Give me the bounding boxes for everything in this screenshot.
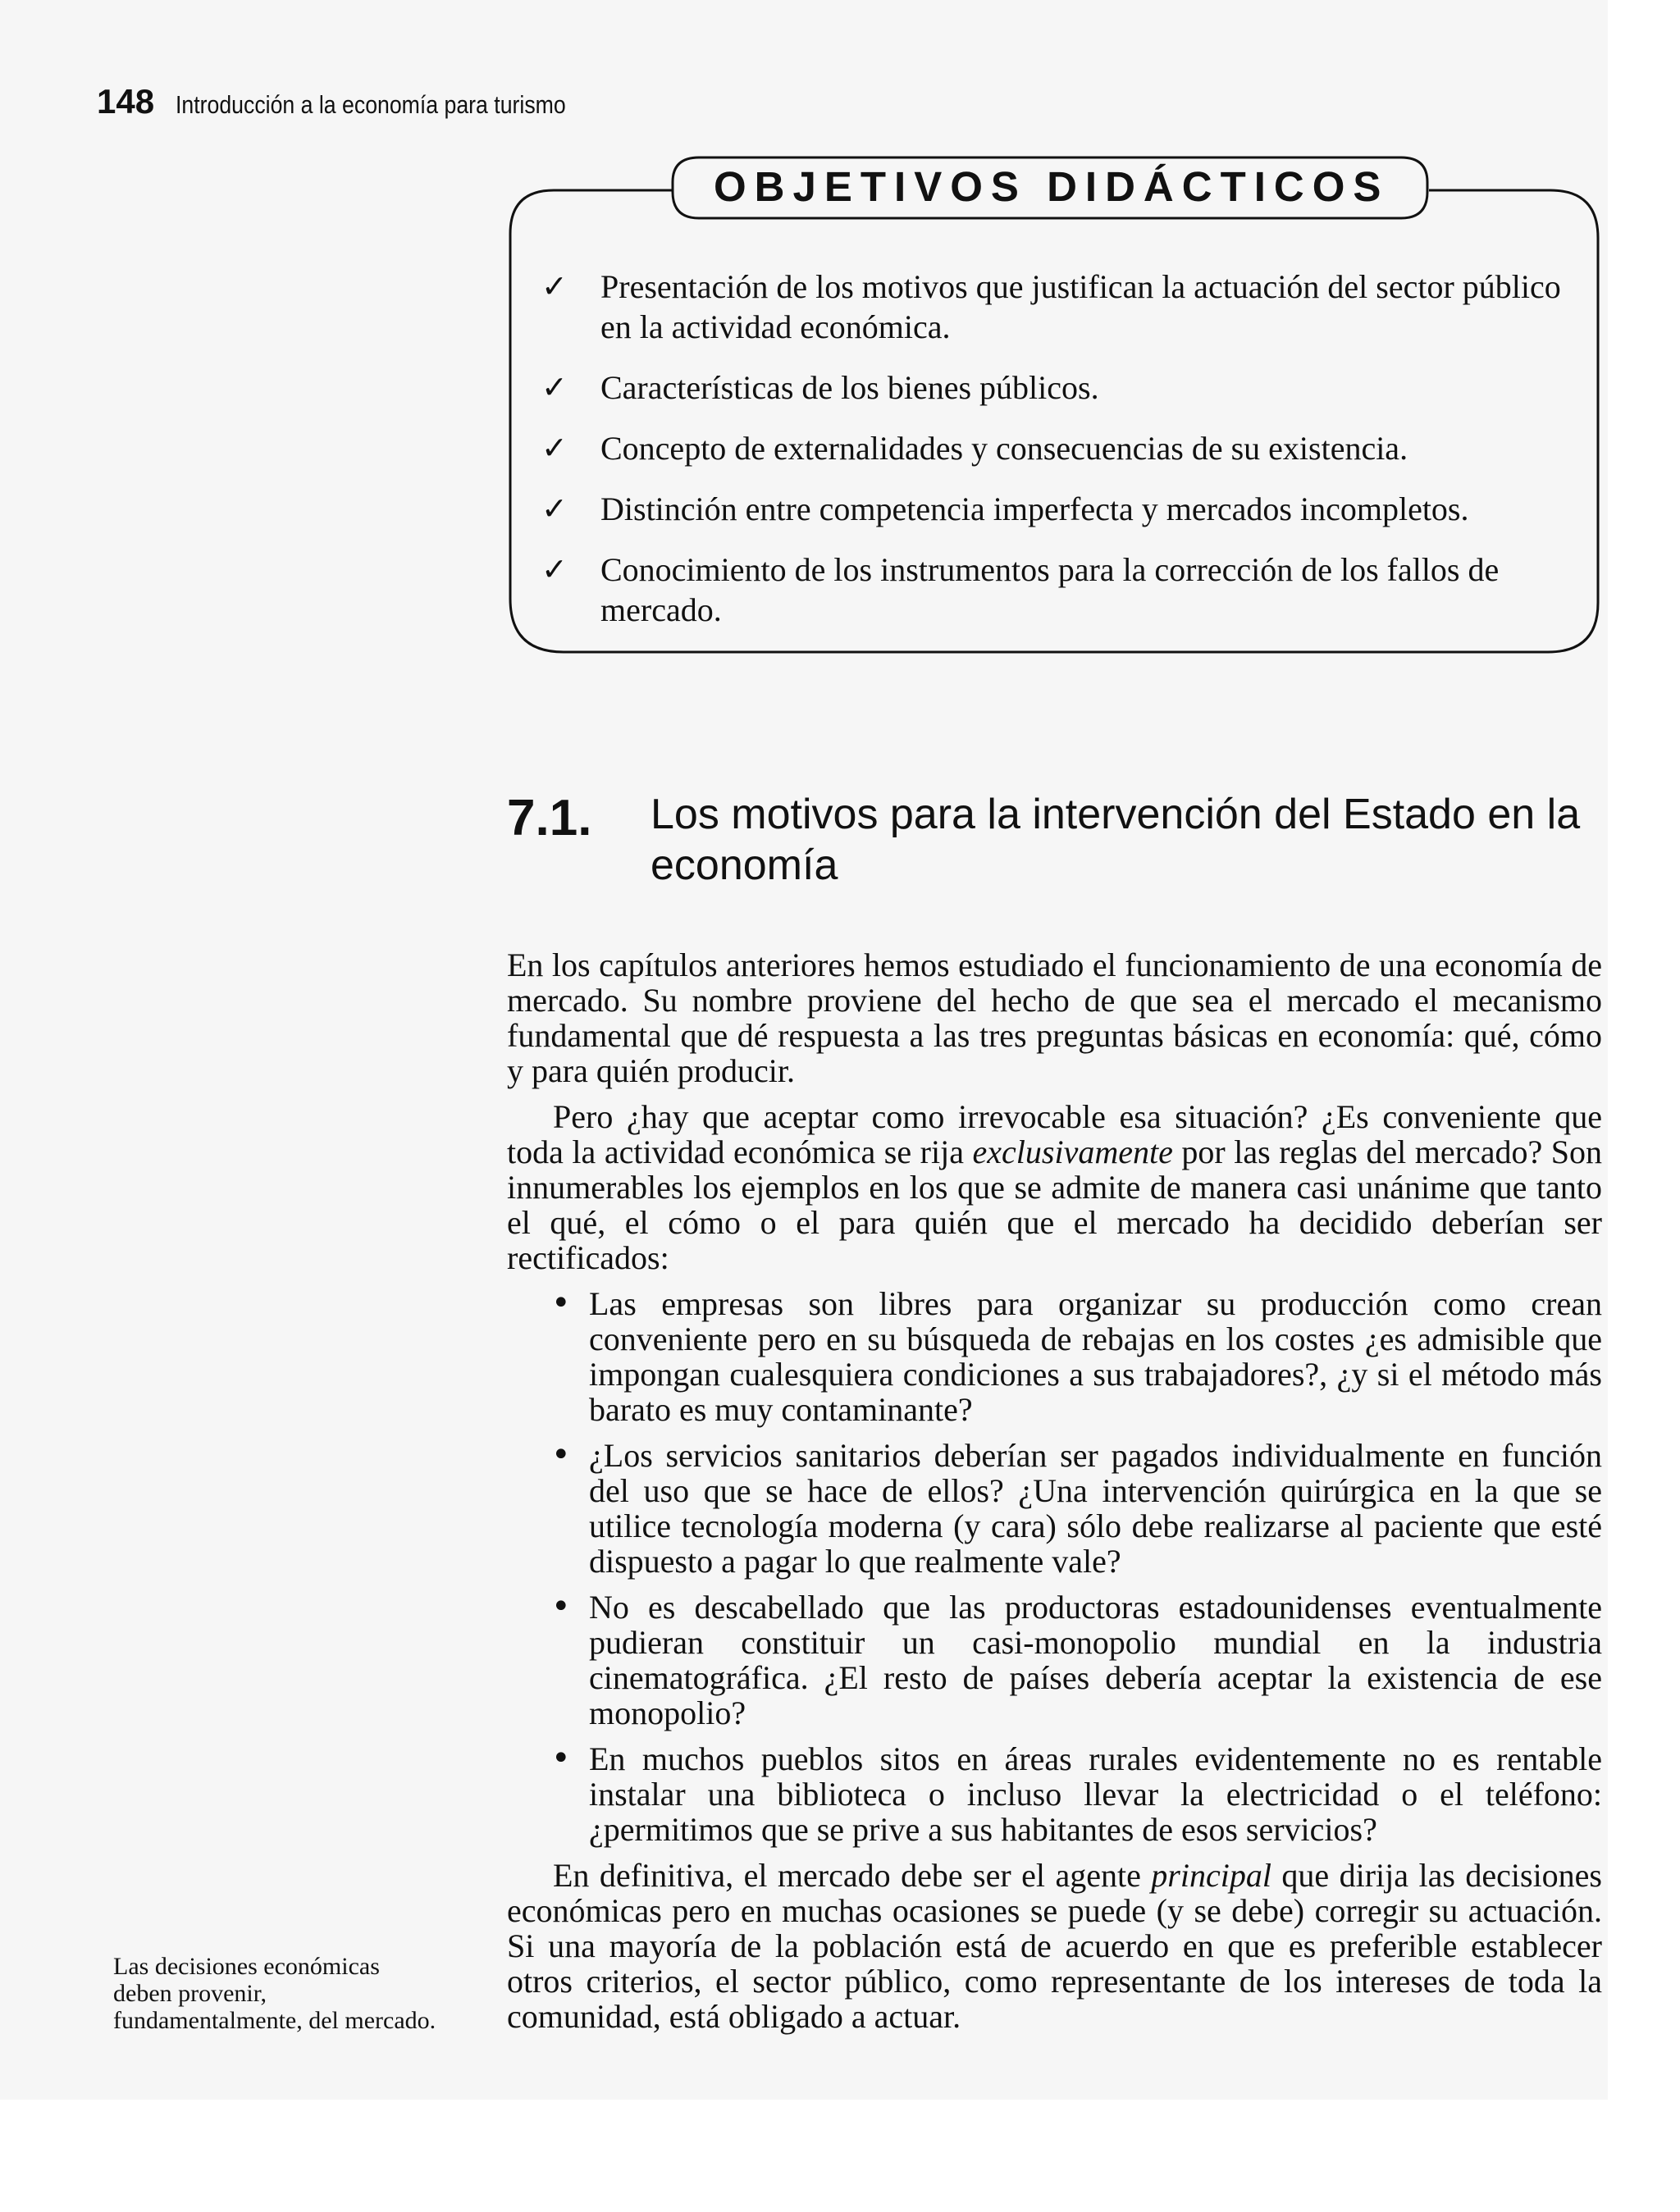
objective-text: Presentación de los motivos que justifican la actuación del sector público en la actividad económica. (600, 268, 1561, 345)
section-number: 7.1. (507, 790, 592, 846)
objective-text: Concepto de externalidades y consecuencias de su existencia. (600, 430, 1408, 467)
objective-text: Distinción entre competencia imperfecta y mercados incompletos. (600, 490, 1469, 527)
paragraph-3 (507, 1858, 1602, 2034)
paragraph-2-text-end: por las reglas del mercado? Son innumerables los ejemplos en los que se admite de manera casi unánime que tanto el qué, el cómo o el para quién que el mercado ha decidido deberían ser rectificados: (507, 1133, 1603, 1276)
objective-item (541, 550, 1575, 630)
objectives-list (541, 267, 1575, 650)
bullet-icon: • (551, 1436, 571, 1474)
objective-item (541, 267, 1575, 347)
objective-text: Características de los bienes públicos. (600, 369, 1099, 406)
paragraph-2 (507, 1099, 1602, 1275)
paragraph-1: En los capítulos anteriores hemos estudiado el funcionamiento de una economía de mercado. Su nombre proviene del hecho de que sea el mercado el mecanismo fundamental que dé respuesta a las tres preguntas básicas en economía: qué, cómo y para quién producir. (507, 946, 1602, 1089)
check-icon: ✓ (541, 551, 568, 587)
check-icon: ✓ (541, 369, 568, 405)
list-item (507, 1438, 1602, 1579)
check-icon: ✓ (541, 490, 568, 527)
bullet-icon: • (551, 1588, 571, 1626)
emphasis-exclusivamente: exclusivamente (972, 1133, 1173, 1170)
list-item (507, 1741, 1602, 1847)
list-item-text: En muchos pueblos sitos en áreas rurales evidentemente no es rentable instalar una biblioteca o incluso llevar la electricidad o el teléfono: ¿permitimos que se prive a sus habitantes de esos servicios? (589, 1740, 1602, 1848)
emphasis-principal: principal (1151, 1857, 1271, 1894)
bullet-icon: • (551, 1284, 571, 1322)
running-header (97, 82, 629, 121)
objective-item (541, 367, 1575, 408)
check-icon: ✓ (541, 430, 568, 466)
main-text (507, 947, 1602, 2045)
section-title: Los motivos para la intervención del Estado en la economía (651, 791, 1581, 889)
paragraph-2-text: Pero ¿hay que aceptar como irrevocable esa situación? ¿Es conveniente que toda la actividad económica se rija (507, 1098, 1602, 1170)
list-item-text: No es descabellado que las productoras estadounidenses eventualmente pudieran constituir un casi-monopolio mundial en la industria cinematográfica. ¿El resto de países debería aceptar la existencia de ese monopolio? (589, 1589, 1602, 1731)
objective-item (541, 489, 1575, 529)
book-title: Introducción a la economía para turismo (176, 90, 566, 119)
objective-item (541, 428, 1575, 468)
list-item-text: Las empresas son libres para organizar su producción como crean conveniente pero en su búsqueda de rebajas en los costes ¿es admisible que impongan cualesquiera condiciones a sus trabajadores?, ¿y si el método más barato es muy contaminante? (589, 1285, 1602, 1428)
objective-text: Conocimiento de los instrumentos para la corrección de los fallos de mercado. (600, 551, 1500, 628)
list-item-text: ¿Los servicios sanitarios deberían ser pagados individualmente en función del uso que se hace de ellos? ¿Una intervención quirúrgica en la que se utilice tecnología moderna (y cara) sólo debe realizarse al paciente que esté dispuesto a pagar lo que realmente vale? (589, 1437, 1602, 1580)
paragraph-3-text: En definitiva, el mercado debe ser el agente (553, 1857, 1152, 1894)
list-item (507, 1589, 1602, 1731)
examples-list (507, 1286, 1602, 1847)
bullet-icon: • (551, 1740, 571, 1777)
paragraph-3-text-end: que dirija las decisiones económicas pero en muchas ocasiones se puede (y se debe) corregir su actuación. Si una mayoría de la población está de acuerdo en que es preferible establecer otros criterios, el sector público, como representante de los intereses de toda la comunidad, está obligado a actuar. (507, 1857, 1602, 2035)
list-item (507, 1286, 1602, 1427)
page-number: 148 (97, 82, 155, 121)
margin-note: Las decisiones económicas deben provenir, fundamentalmente, del mercado. (113, 1953, 436, 2034)
objectives-title: OBJETIVOS DIDÁCTICOS (714, 163, 1390, 210)
check-icon: ✓ (541, 268, 568, 304)
